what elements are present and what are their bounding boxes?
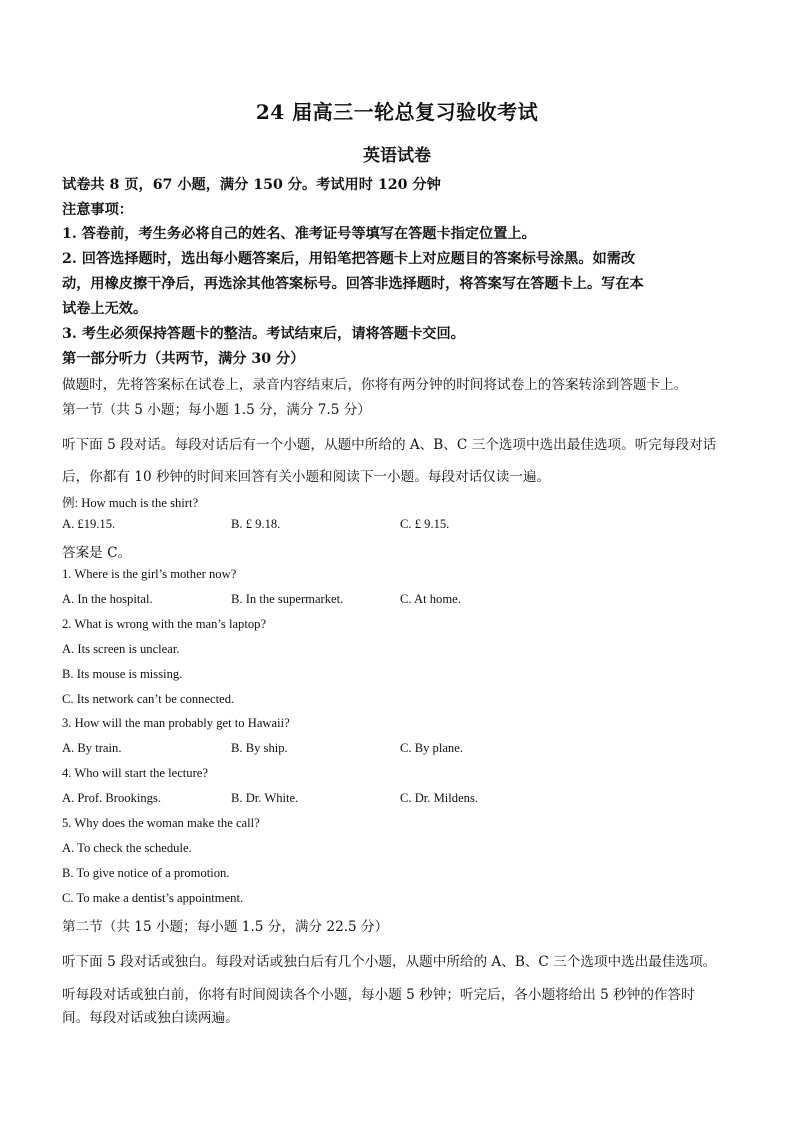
question-1-option-a: A. In the hospital. xyxy=(62,592,153,606)
notice-item-2-line-3: 试卷上无效。 xyxy=(62,301,148,317)
section1-heading: 第一节（共 5 小题；每小题 1.5 分，满分 7.5 分） xyxy=(62,402,371,418)
section2-directions-line-2: 听每段对话或独白前，你将有时间阅读各个小题，每小题 5 秒钟；听完后，各小题将给出 5 秒钟的作答时 xyxy=(62,987,695,1003)
question-4-option-b: B. Dr. White. xyxy=(231,791,299,805)
part1-intro: 做题时，先将答案标在试卷上，录音内容结束后，你将有两分钟的时间将试卷上的答案转涂到答题卡上。 xyxy=(62,377,688,393)
question-3-option-a: A. By train. xyxy=(62,741,122,755)
example-answer: 答案是 C。 xyxy=(62,545,132,561)
example-option-c: C. £ 9.15. xyxy=(400,517,450,531)
exam-summary: 试卷共 8 页，67 小题，满分 150 分。考试用时 120 分钟 xyxy=(62,177,441,193)
page-subtitle: 英语试卷 xyxy=(363,146,431,166)
question-1-option-c: C. At home. xyxy=(400,592,461,606)
part1-heading: 第一部分听力（共两节，满分 30 分） xyxy=(62,351,305,367)
question-4: 4. Who will start the lecture? xyxy=(62,766,208,780)
page-title: 24 届高三一轮总复习验收考试 xyxy=(255,100,539,124)
question-4-option-c: C. Dr. Mildens. xyxy=(400,791,479,805)
question-3: 3. How will the man probably get to Hawaii? xyxy=(62,716,290,730)
example-option-a: A. £19.15. xyxy=(62,517,116,531)
question-2-option-a: A. Its screen is unclear. xyxy=(62,642,180,656)
notice-heading: 注意事项： xyxy=(62,202,133,218)
notice-item-2-line-2: 动，用橡皮擦干净后，再选涂其他答案标号。回答非选择题时，将答案写在答题卡上。写在本 xyxy=(62,276,644,292)
question-3-option-b: B. By ship. xyxy=(231,741,288,755)
example-option-b: B. £ 9.18. xyxy=(231,517,281,531)
question-2-option-c: C. Its network can’t be connected. xyxy=(62,692,235,706)
question-2-option-b: B. Its mouse is missing. xyxy=(62,667,183,681)
question-5-option-c: C. To make a dentist’s appointment. xyxy=(62,891,244,905)
question-1-option-b: B. In the supermarket. xyxy=(231,592,344,606)
question-5-option-b: B. To give notice of a promotion. xyxy=(62,866,230,880)
question-1: 1. Where is the girl’s mother now? xyxy=(62,567,237,581)
notice-item-1: 1. 答卷前，考生务必将自己的姓名、准考证号等填写在答题卡指定位置上。 xyxy=(62,226,536,242)
section1-directions-line-2: 后，你都有 10 秒钟的时间来回答有关小题和阅读下一小题。每段对话仅读一遍。 xyxy=(62,469,551,485)
example-question: 例: How much is the shirt? xyxy=(62,496,199,510)
section1-directions-line-1: 听下面 5 段对话。每段对话后有一个小题，从题中所给的 A、B、C 三个选项中选出最佳选项。听完每段对话 xyxy=(62,437,717,453)
section2-directions-line-3: 间。每段对话或独白读两遍。 xyxy=(62,1010,239,1026)
question-4-option-a: A. Prof. Brookings. xyxy=(62,791,162,805)
question-5-option-a: A. To check the schedule. xyxy=(62,841,192,855)
question-5: 5. Why does the woman make the call? xyxy=(62,816,260,830)
question-2: 2. What is wrong with the man’s laptop? xyxy=(62,617,267,631)
section2-heading: 第二节（共 15 小题；每小题 1.5 分，满分 22.5 分） xyxy=(62,919,389,935)
notice-item-3: 3. 考生必须保持答题卡的整洁。考试结束后，请将答题卡交回。 xyxy=(62,326,465,342)
notice-item-2-line-1: 2. 回答选择题时，选出每小题答案后，用铅笔把答题卡上对应题目的答案标号涂黑。如需改 xyxy=(62,251,636,267)
question-3-option-c: C. By plane. xyxy=(400,741,463,755)
section2-directions-line-1: 听下面 5 段对话或独白。每段对话或独白后有几个小题，从题中所给的 A、B、C 三个选项中选出最佳选项。 xyxy=(62,954,717,970)
